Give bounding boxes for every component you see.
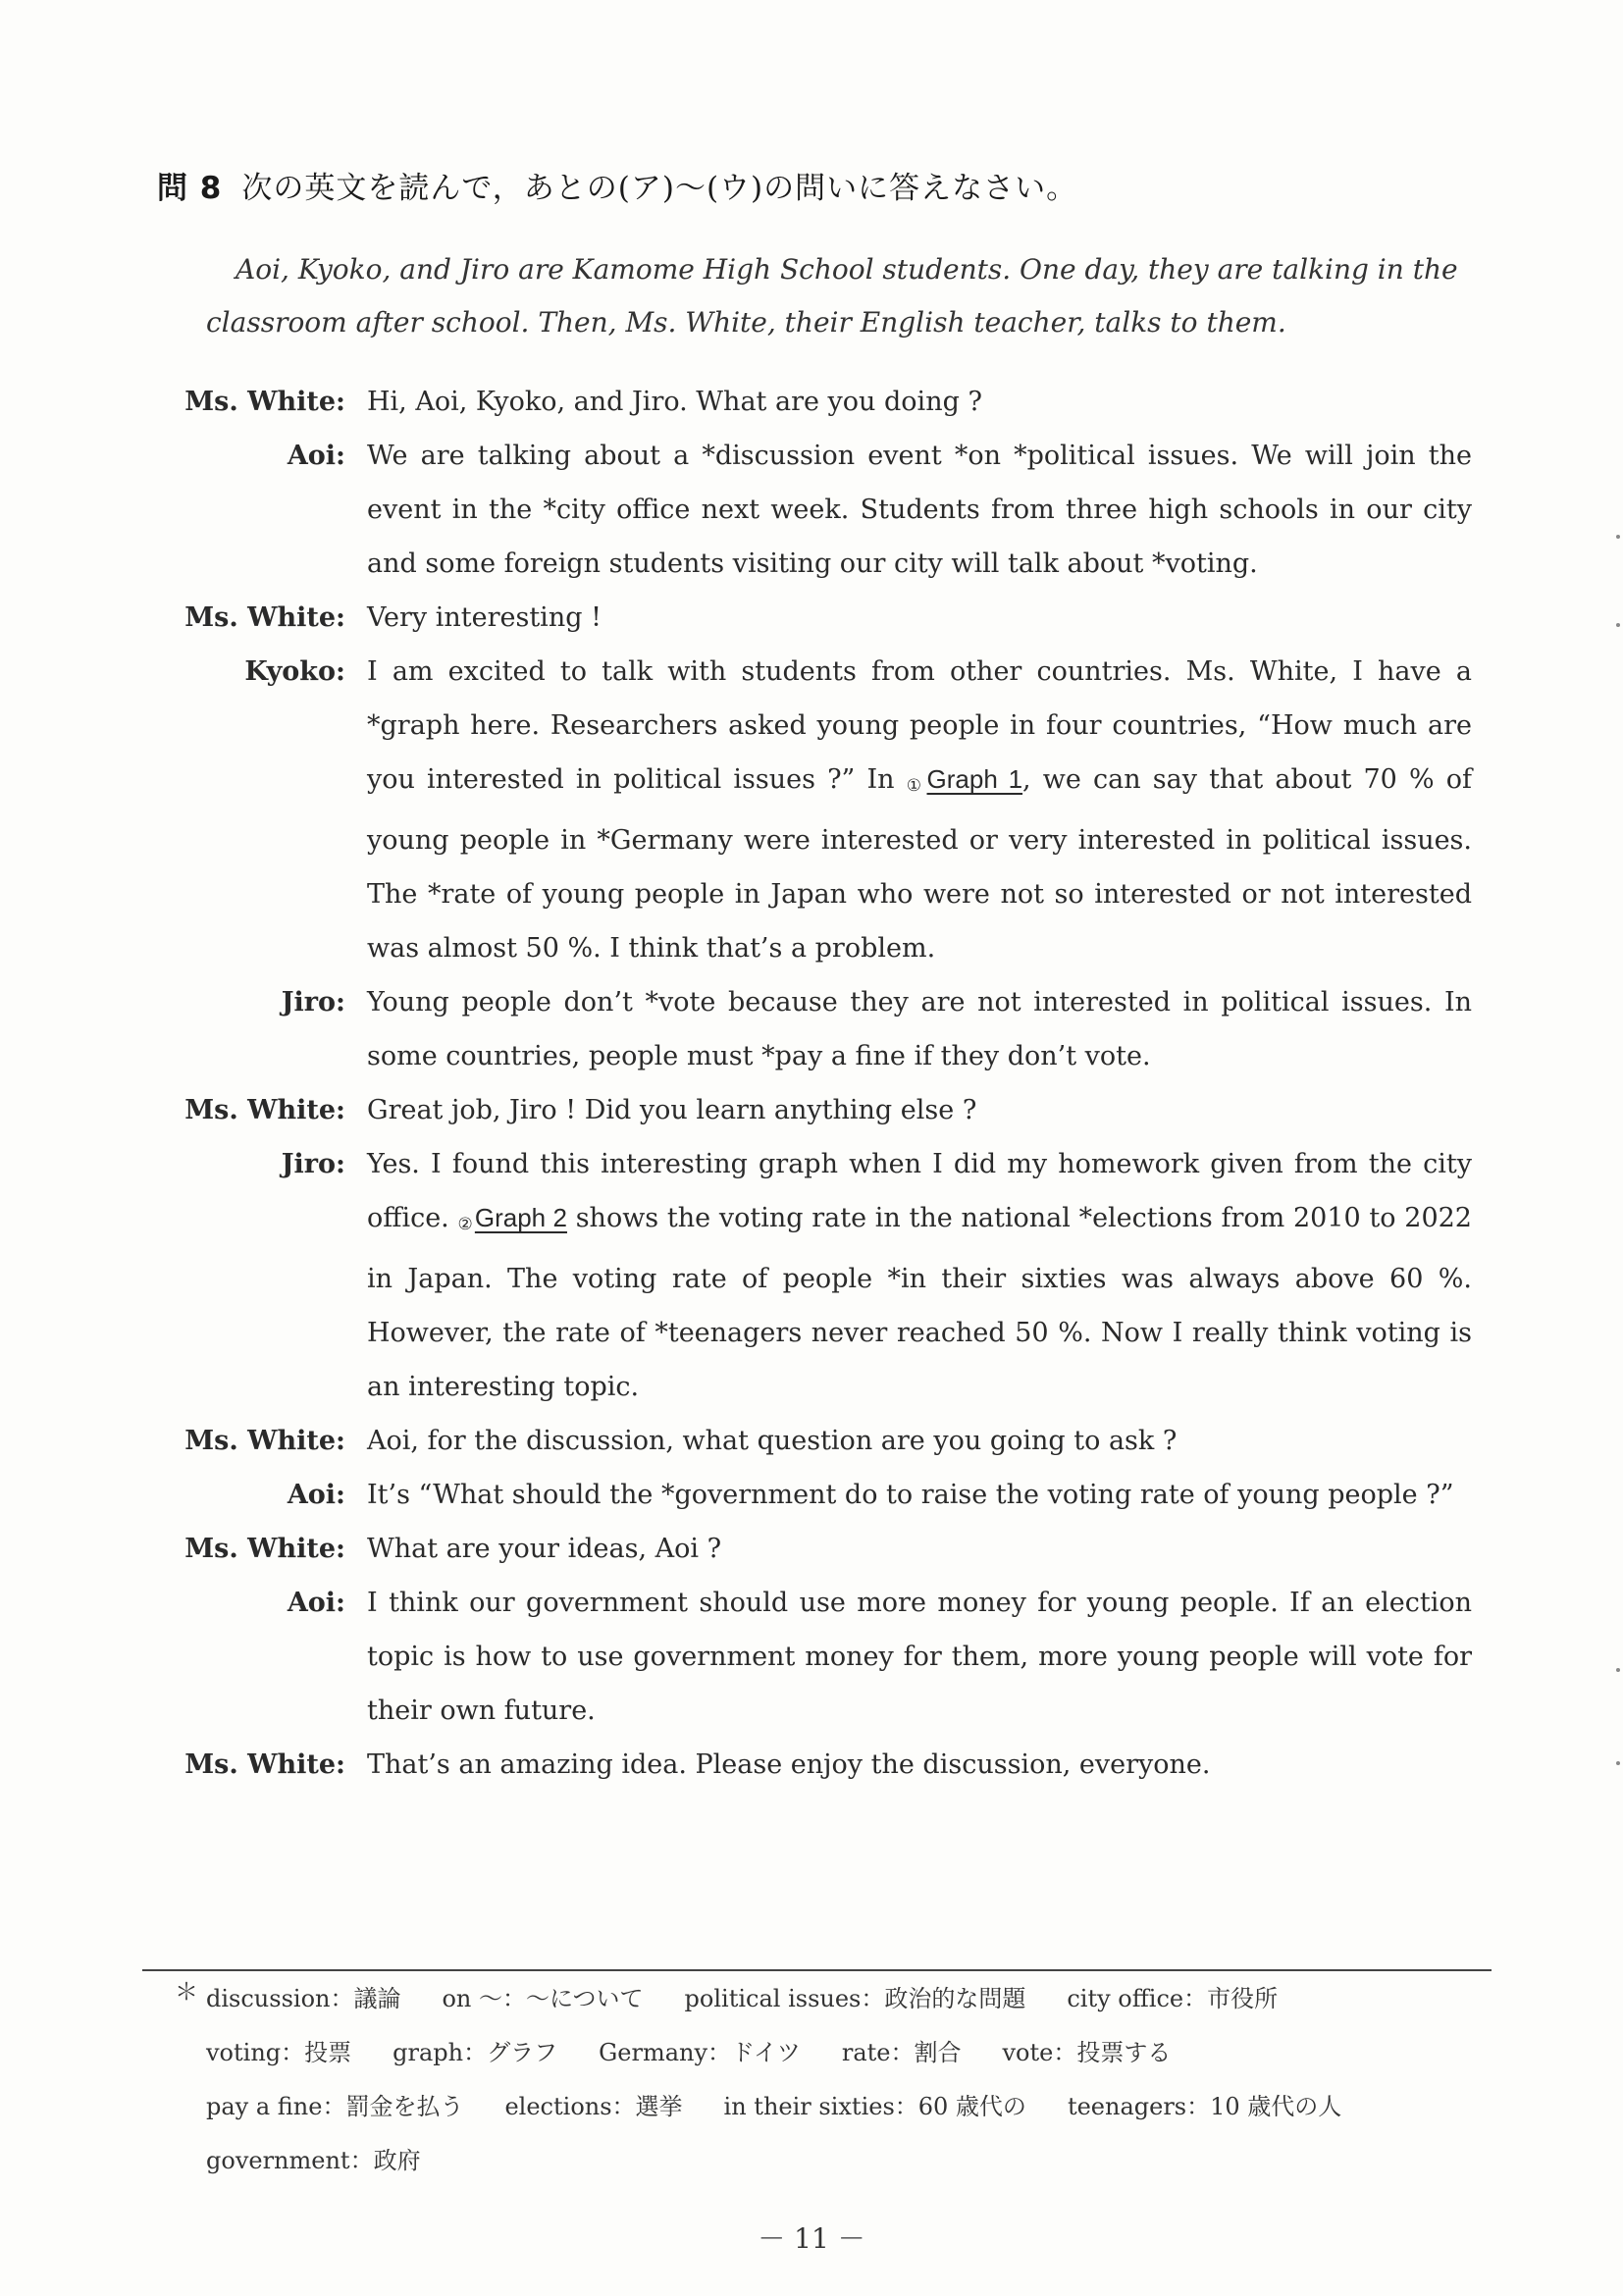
speech-text-before: I am excited to talk with students from other countries. Ms. White, I have a *graph here. Researchers asked young people in four countries, “How much are you interested in political issues ?” In	[367, 656, 1472, 795]
speech-text	[367, 1137, 1472, 1414]
dialogue-turn	[157, 1522, 1472, 1576]
speech-text: Very interesting !	[367, 602, 602, 633]
scan-mark	[1616, 1761, 1620, 1765]
speaker-name: Ms. White:	[184, 1426, 345, 1456]
glossary-entry: Germany：ドイツ	[599, 2039, 801, 2066]
speaker-name: Ms. White:	[184, 602, 345, 633]
glossary-entry: pay a fine：罰金を払う	[206, 2093, 464, 2120]
speaker-name: Ms. White:	[184, 387, 345, 417]
speaker-name: Aoi:	[287, 441, 345, 471]
speaker-name: Jiro:	[281, 987, 345, 1018]
glossary-entry: government：政府	[206, 2147, 421, 2174]
scan-mark	[1616, 535, 1620, 539]
dialogue-turn	[157, 1414, 1472, 1468]
speech-text-before: Yes. I found this interesting graph when I did my homework given from the city office.	[367, 1149, 1472, 1233]
speech-text-after: shows the voting rate in the national *elections from 2010 to 2022 in Japan. The voting rate of people *in their sixties was always above 60 %. However, the rate of *teenagers never reached 50 %. Now I really think voting is an interesting topic.	[367, 1203, 1472, 1402]
page-number: － 11 －	[758, 2222, 865, 2255]
speech-text: Young people don’t *vote because they are not interested in political issues. In some countries, people must *pay a fine if they don’t vote.	[367, 987, 1472, 1071]
dialogue-turn	[157, 429, 1472, 591]
question-heading	[157, 163, 1077, 207]
circled-number-marker: ①	[906, 776, 925, 796]
speech-text: Great job, Jiro ! Did you learn anything else ?	[367, 1095, 977, 1125]
glossary-entry: elections：選挙	[504, 2093, 683, 2120]
speech-text	[367, 645, 1472, 975]
speech-text: It’s “What should the *government do to raise the voting rate of young people ?”	[367, 1480, 1454, 1510]
glossary-entry: vote：投票する	[1002, 2039, 1172, 2066]
underlined-graph-1: Graph 1	[926, 764, 1023, 794]
speech-text-after: , we can say that about 70 % of young people in *Germany were interested or very interested in political issues. The *rate of young people in Japan who were not so interested or not interested was almost 50 %. I think that’s a problem.	[367, 764, 1472, 964]
glossary-entry: political issues：政治的な問題	[684, 1985, 1026, 2012]
speaker-name: Ms. White:	[184, 1095, 345, 1125]
speaker-name: Kyoko:	[244, 656, 345, 687]
glossary-entry: teenagers：10 歳代の人	[1067, 2093, 1342, 2120]
speaker-name: Ms. White:	[184, 1534, 345, 1564]
glossary-line	[177, 2134, 1482, 2188]
glossary-entry: discussion：議論	[206, 1985, 401, 2012]
question-number: 問 8	[157, 171, 223, 206]
speech-text: I think our government should use more money for young people. If an election topic is how to use government money for them, more young people will vote for their own future.	[367, 1588, 1472, 1726]
speech-text: That’s an amazing idea. Please enjoy the discussion, everyone.	[367, 1749, 1211, 1780]
dialogue-turn	[157, 975, 1472, 1083]
speaker-name: Ms. White:	[184, 1749, 345, 1780]
dialogue-turn	[157, 1468, 1472, 1522]
glossary-entry: graph：グラフ	[393, 2039, 558, 2066]
speech-text: What are your ideas, Aoi ?	[367, 1534, 722, 1564]
circled-number-marker: ②	[457, 1215, 473, 1234]
dialogue-turn	[157, 1738, 1472, 1792]
glossary-line	[177, 2026, 1482, 2080]
glossary-line	[177, 2080, 1482, 2134]
scan-mark	[1616, 1668, 1620, 1672]
intro-text: Aoi, Kyoko, and Jiro are Kamome High School students. One day, they are talking in the classroom after school. Then, Ms. White, their English teacher, talks to them.	[206, 253, 1458, 339]
scan-mark	[1616, 623, 1620, 627]
speech-text: Aoi, for the discussion, what question are you going to ask ?	[367, 1426, 1178, 1456]
speech-text: We are talking about a *discussion event *on *political issues. We will join the event in the *city office next week. Students from three high schools in our city and some foreign students visiting our city will talk about *voting.	[367, 441, 1472, 579]
underlined-graph-2: Graph 2	[474, 1203, 567, 1232]
glossary-asterisk: ＊	[175, 1978, 198, 2006]
glossary-line	[177, 1972, 1482, 2026]
intro-passage	[206, 243, 1472, 349]
dialogue-turn	[157, 645, 1472, 975]
glossary	[177, 1972, 1482, 2188]
glossary-entry: in their sixties：60 歳代の	[723, 2093, 1026, 2120]
dialogue-turn	[157, 591, 1472, 645]
speaker-name: Aoi:	[287, 1480, 345, 1510]
speech-text: Hi, Aoi, Kyoko, and Jiro. What are you doing ?	[367, 387, 982, 417]
question-instruction: 次の英文を読んで，あとの(ア)～(ウ)の問いに答えなさい。	[241, 171, 1078, 206]
dialogue-turn	[157, 1137, 1472, 1414]
speaker-name: Aoi:	[287, 1588, 345, 1618]
glossary-divider	[142, 1969, 1492, 1971]
dialogue-turn	[157, 375, 1472, 429]
dialogue-turn	[157, 1576, 1472, 1738]
speaker-name: Jiro:	[281, 1149, 345, 1179]
dialogue	[157, 375, 1472, 1792]
dialogue-turn	[157, 1083, 1472, 1137]
glossary-entry: city office：市役所	[1067, 1985, 1279, 2012]
glossary-entry: rate：割合	[841, 2039, 962, 2066]
glossary-entry: voting：投票	[206, 2039, 352, 2066]
glossary-entry: on ～：～について	[442, 1985, 644, 2012]
